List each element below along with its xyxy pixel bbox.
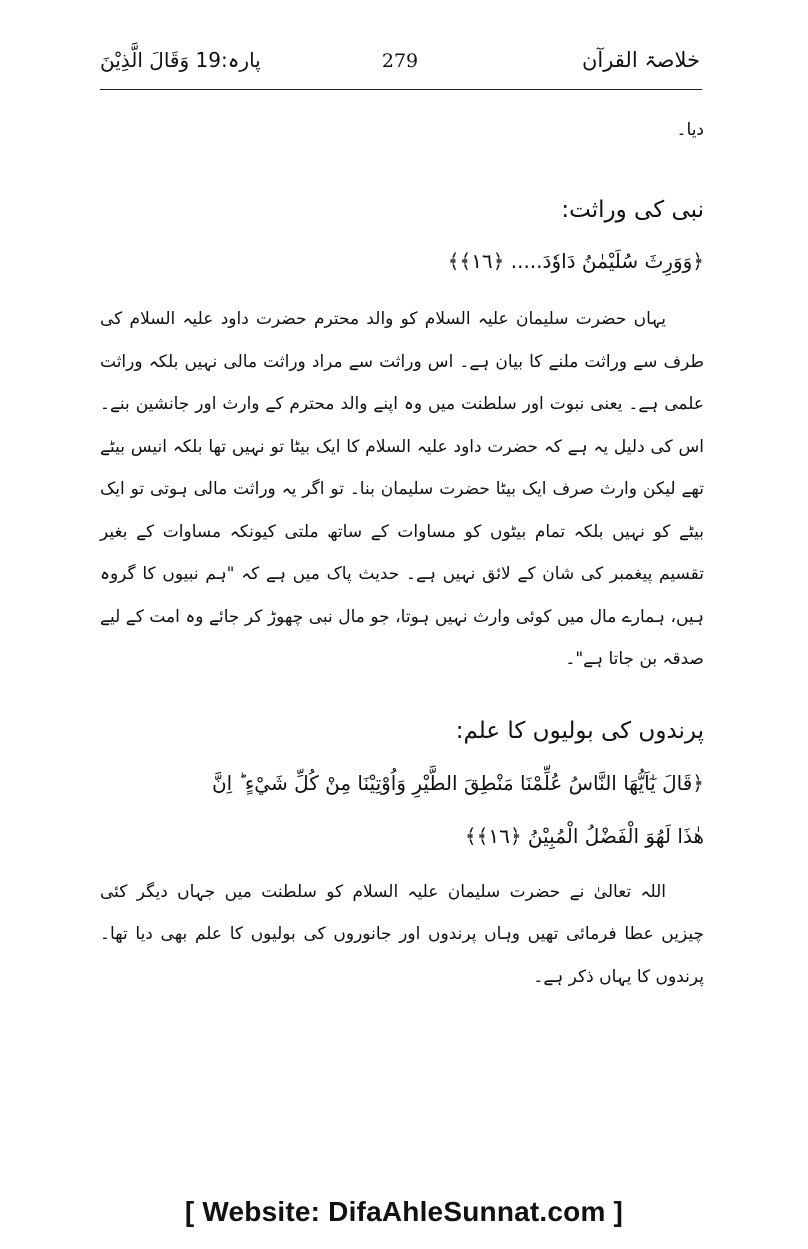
page-number: 279 [381, 50, 419, 72]
body-paragraph: یہاں حضرت سلیمان علیہ السلام کو والد محترم حضرت داود علیہ السلام کی طرف سے وراثت ملنے کا بیان ہے۔ اس وراثت سے مراد وراثت مالی نہیں بلکہ وراثت علمی ہے۔ یعنی نبوت اور سلطنت میں وہ اپنے والد محترم کے وارث اور جانشین بنے۔ اس کی دلیل یہ ہے کہ حضرت داود علیہ السلام کا ایک بیٹا تو نہیں تھا بلکہ انیس بیٹے تھے لیکن وارث صرف ایک بیٹا حضرت سلیمان بنا۔ تو اگر یہ وراثت مالی ہوتی تو ایک بیٹے کو نہیں بلکہ تمام بیٹوں کو مساوات کے ساتھ ملتی کیونکہ مساوات کے بغیر تقسیم پیغمبر کی شان کے لائق نہیں ہے۔ حدیث پاک میں ہے کہ "ہم نبیوں کا گروہ ہیں، ہمارے مال میں کوئی وارث نہیں ہوتا، جو مال نبی چھوڑ کر جائے وہ امت کے لیے صدقہ بن جاتا ہے"۔ [100, 309, 704, 669]
section-heading-inheritance: نبی کی وراثت: [561, 197, 704, 223]
quran-verse: ﴿وَوَرِثَ سُلَيْمٰنُ دَاوٗدَ..... ﴿١٦﴾﴾ [447, 249, 704, 273]
header-divider [100, 89, 702, 90]
quran-verse-line-1: ﴿قَالَ يٰٓاَيُّهَا النَّاسُ عُلِّمْنَا مَنْطِقَ الطَّيْرِ وَاُوْتِيْنَا مِنْ كُلِّ شَيْءٍ ؕ اِنَّ [211, 770, 704, 795]
body-paragraph-2: اللہ تعالیٰ نے حضرت سلیمان علیہ السلام کو سلطنت میں جہاں دیگر کئی چیزیں عطا فرمائی تھیں وہاں پرندوں اور جانوروں کی بولیوں کا علم بھی دیا تھا۔ پرندوں کا یہاں ذکر ہے۔ [100, 881, 704, 987]
section-heading-birds: پرندوں کی بولیوں کا علم: [455, 717, 704, 744]
page-content [100, 104, 704, 998]
intro-line: دیا۔ [676, 120, 704, 140]
page-header [100, 44, 700, 84]
quran-verse-line-2: هٰذَا لَهُوَ الْفَضْلُ الْمُبِيْنُ ﴿١٦﴾﴾ [464, 823, 704, 848]
para-label: پارہ:19 وَقَالَ الَّذِيْنَ [100, 48, 261, 72]
book-title: خلاصۃ القرآن [581, 48, 700, 72]
website-footer: [ Website: DifaAhleSunnat.com ] [184, 1196, 624, 1227]
